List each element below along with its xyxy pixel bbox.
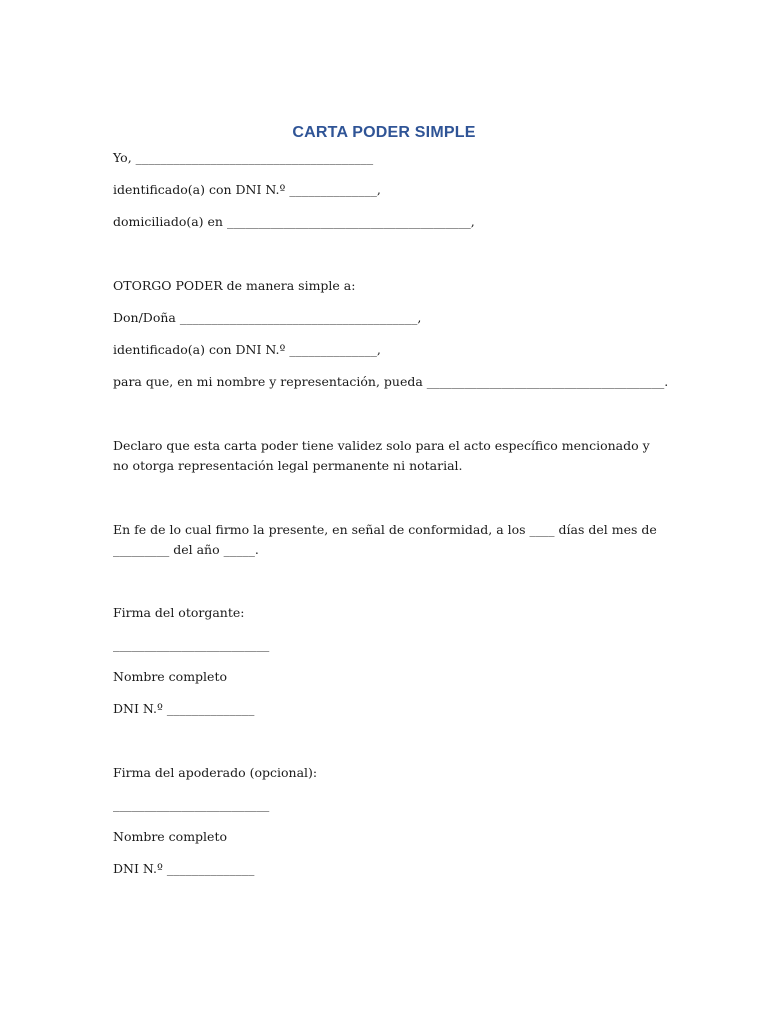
attorney-dni-line: identificado(a) con DNI N.º ______________, [113,342,381,357]
document-title: CARTA PODER SIMPLE [292,124,476,141]
declaration-paragraph: Declaro que esta carta poder tiene validez solo para el acto específico mencionado y no otorga representación legal permanente ni notarial. [113,438,650,473]
grantor-signature-line: _________________________ [113,637,270,652]
attorney-name-line: Don/Doña ______________________________________, [113,310,422,325]
attorney-full-name-label: Nombre completo [113,829,227,844]
attorney-signature-dni: DNI N.º ______________ [113,861,255,876]
grantor-name-line: Yo, ______________________________________ [113,150,374,165]
grantor-dni-line: identificado(a) con DNI N.º ______________, [113,182,381,197]
grantor-signature-dni: DNI N.º ______________ [113,701,255,716]
grantor-address-line: domiciliado(a) en _______________________________________, [113,214,475,229]
purpose-line: para que, en mi nombre y representación, pueda ______________________________________. [113,374,669,389]
grantor-signature-label: Firma del otorgante: [113,605,245,620]
attorney-signature-line: _________________________ [113,797,270,812]
attorney-signature-label: Firma del apoderado (opcional): [113,765,318,780]
closing-paragraph: En fe de lo cual firmo la presente, en señal de conformidad, a los ____ días del mes de _________ del año _____. [113,522,657,557]
grant-heading: OTORGO PODER de manera simple a: [113,278,356,293]
grantor-full-name-label: Nombre completo [113,669,227,684]
